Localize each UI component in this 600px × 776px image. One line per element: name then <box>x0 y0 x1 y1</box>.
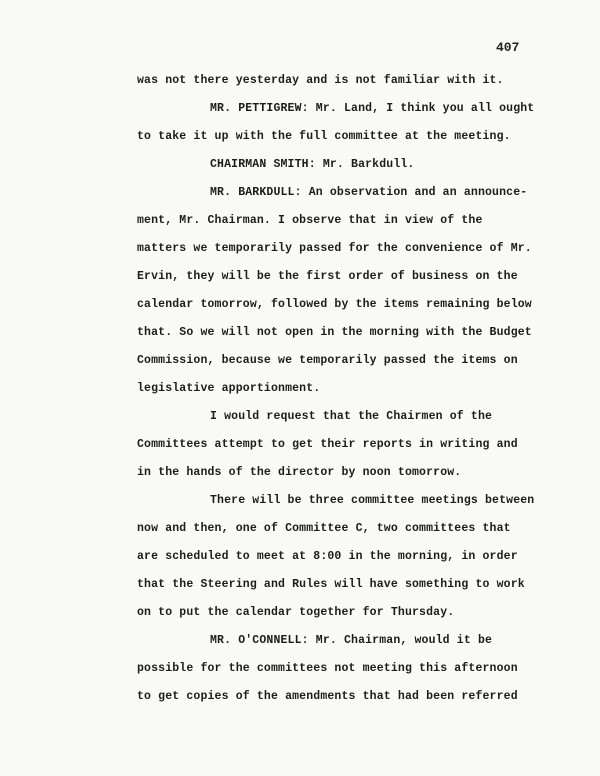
text-line: in the hands of the director by noon tomorrow. <box>137 466 462 479</box>
text-line: to get copies of the amendments that had been referred <box>137 690 518 703</box>
text-line: possible for the committees not meeting this afternoon <box>137 662 518 675</box>
text-line: Commission, because we temporarily passed the items on <box>137 354 518 367</box>
text-line: matters we temporarily passed for the convenience of Mr. <box>137 242 532 255</box>
text-line: I would request that the Chairmen of the <box>210 410 493 423</box>
text-line: Ervin, they will be the first order of business on the <box>137 270 518 283</box>
text-line: was not there yesterday and is not familiar with it. <box>137 74 504 87</box>
text-line: now and then, one of Committee C, two committees that <box>137 522 511 535</box>
text-line: MR. BARKDULL: An observation and an announce- <box>210 186 528 199</box>
text-line: MR. PETTIGREW: Mr. Land, I think you all ought <box>210 102 535 115</box>
text-line: on to put the calendar together for Thursday. <box>137 606 455 619</box>
text-line: calendar tomorrow, followed by the items remaining below <box>137 298 532 311</box>
text-line: are scheduled to meet at 8:00 in the morning, in order <box>137 550 518 563</box>
text-line: MR. O'CONNELL: Mr. Chairman, would it be <box>210 634 493 647</box>
text-line: legislative apportionment. <box>137 382 321 395</box>
text-line: that the Steering and Rules will have something to work <box>137 578 525 591</box>
text-line: There will be three committee meetings between <box>210 494 535 507</box>
page-number: 407 <box>496 40 520 55</box>
text-line: CHAIRMAN SMITH: Mr. Barkdull. <box>210 158 415 171</box>
text-line: ment, Mr. Chairman. I observe that in view of the <box>137 214 483 227</box>
text-line: to take it up with the full committee at the meeting. <box>137 130 511 143</box>
text-line: that. So we will not open in the morning with the Budget <box>137 326 532 339</box>
text-line: Committees attempt to get their reports in writing and <box>137 438 518 451</box>
